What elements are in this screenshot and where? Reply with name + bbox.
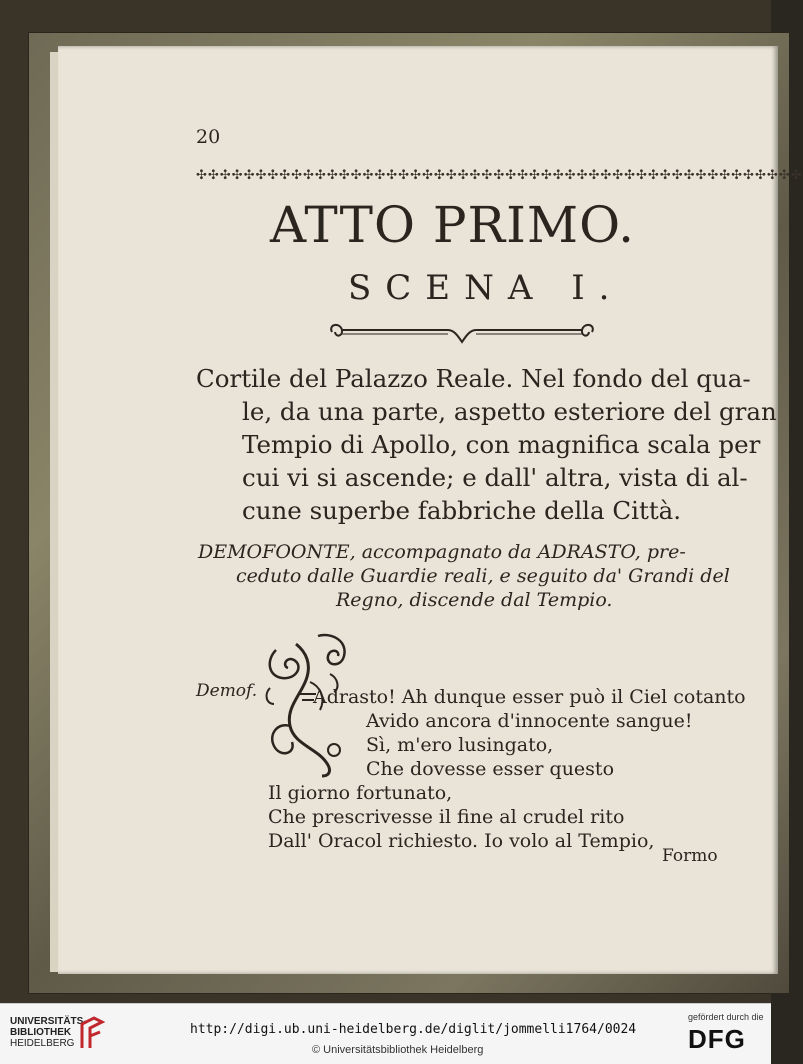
library-name-line: UNIVERSITÄTS-: [10, 1016, 87, 1027]
verse-line: Sì, m'ero lusingato,: [366, 734, 554, 756]
verse-line: Avido ancora d'innocente sangue!: [366, 710, 693, 732]
copyright-notice: © Universitätsbibliothek Heidelberg: [312, 1044, 484, 1056]
page-number: 20: [196, 126, 221, 148]
stage-direction-line: Tempio di Apollo, con magnifica scala per: [242, 430, 761, 459]
stage-direction-line: cui vi si ascende; e dall' altra, vista di al-: [242, 463, 748, 492]
verse-line: Che prescrivesse il fine al crudel rito: [268, 806, 625, 828]
stage-direction-line: le, da una parte, aspetto esteriore del gran: [242, 397, 777, 426]
cast-note: [198, 540, 730, 612]
verse-line: Che dovesse esser questo: [366, 758, 615, 780]
verse-line: Adrasto! Ah dunque esser può il Ciel cotanto: [313, 686, 746, 708]
library-name-line: HEIDELBERG: [10, 1038, 75, 1049]
library-name[interactable]: [10, 1016, 87, 1049]
library-name-line: BIBLIOTHEK: [10, 1027, 72, 1038]
stage-direction: [196, 362, 777, 527]
verse-line: Il giorno fortunato,: [268, 782, 453, 804]
permalink-url[interactable]: http://digi.ub.uni-heidelberg.de/diglit/jommelli1764/0024: [190, 1022, 637, 1037]
dfg-logo[interactable]: DFG: [688, 1024, 746, 1054]
ornament-border: ✣✣✣✣✣✣✣✣✣✣✣✣✣✣✣✣✣✣✣✣✣✣✣✣✣✣✣✣✣✣✣✣✣✣✣✣✣✣✣✣✣✣✣✣✣✣✣✣✣✣✣: [196, 168, 803, 183]
scene-title: SCENA I.: [348, 268, 624, 308]
speaker-label: Demof.: [196, 681, 258, 701]
act-title: ATTO PRIMO.: [270, 196, 636, 254]
viewer-footer: [0, 1003, 771, 1064]
funding-note: gefördert durch die: [688, 1012, 764, 1022]
stage-direction-line: Cortile del Palazzo Reale. Nel fondo del qua-: [196, 364, 751, 393]
stage-direction-line: cune superbe fabbriche della Città.: [242, 496, 682, 525]
cast-note-line: Regno, discende dal Tempio.: [336, 589, 613, 611]
scroll-ornament: [326, 318, 598, 346]
cast-note-line: ceduto dalle Guardie reali, e seguito da' Grandi del: [236, 565, 730, 587]
catchword: Formo: [662, 846, 718, 866]
cast-note-line: DEMOFOONTE, accompagnato da ADRASTO, pre-: [198, 541, 686, 563]
library-logo-icon: [78, 1014, 106, 1052]
verse-line: Dall' Oracol richiesto. Io volo al Tempio,: [268, 830, 655, 852]
